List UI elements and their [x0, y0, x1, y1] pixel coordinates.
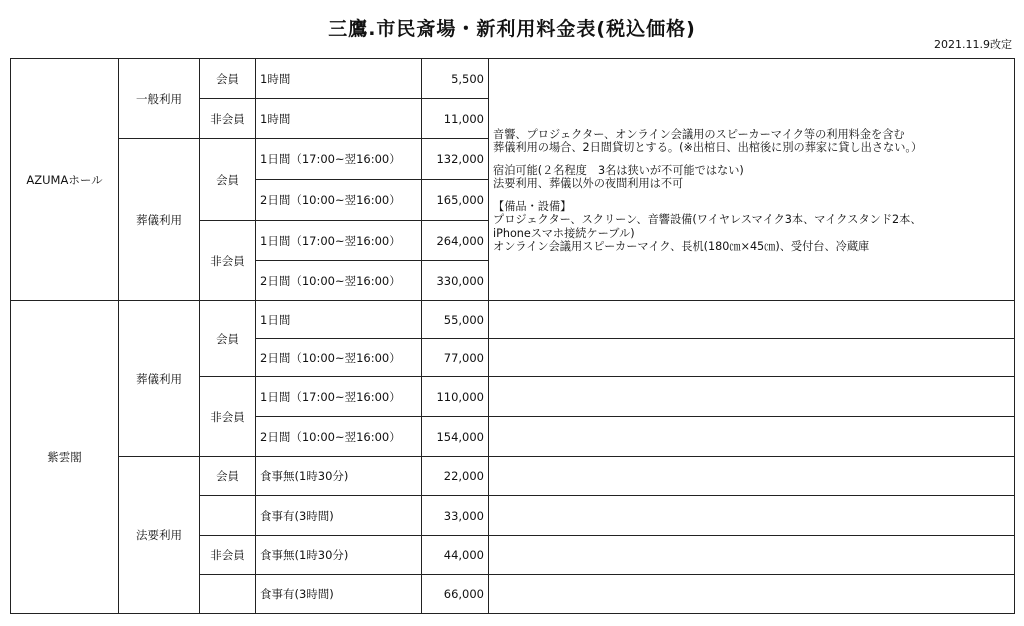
price-cell: 77,000 — [422, 339, 489, 377]
price-cell: 5,500 — [422, 59, 489, 99]
price-cell: 22,000 — [422, 457, 489, 496]
plan-cell: 食事無(1時30分) — [256, 536, 422, 575]
price-cell: 44,000 — [422, 536, 489, 575]
plan-cell: 1日間（17:00~翌16:00） — [256, 139, 422, 180]
member-cell: 非会員 — [200, 536, 256, 575]
price-cell: 66,000 — [422, 575, 489, 614]
plan-cell: 2日間（10:00~翌16:00） — [256, 339, 422, 377]
venue-cell-shiun: 紫雲閣 — [11, 301, 119, 614]
blank-cell — [489, 575, 1015, 614]
plan-cell: 2日間（10:00~翌16:00） — [256, 261, 422, 301]
price-cell: 110,000 — [422, 377, 489, 417]
azuma-notes — [489, 59, 1015, 301]
note-line: iPhoneスマホ接続ケーブル) — [493, 226, 635, 240]
blank-cell — [489, 496, 1015, 536]
blank-cell — [489, 417, 1015, 457]
usage-cell-funeral: 葬儀利用 — [119, 301, 200, 457]
table-row — [11, 457, 1015, 496]
plan-cell: 1日間（17:00~翌16:00） — [256, 221, 422, 261]
revision-date: 2021.11.9改定 — [934, 38, 1012, 51]
usage-cell-general: 一般利用 — [119, 59, 200, 139]
member-cell: 非会員 — [200, 221, 256, 301]
price-cell: 132,000 — [422, 139, 489, 180]
price-cell: 165,000 — [422, 180, 489, 221]
note-line: 葬儀利用の場合、2日間貸切とする。(※出棺日、出棺後に別の葬家に貸し出さない。） — [493, 141, 923, 154]
price-cell: 264,000 — [422, 221, 489, 261]
member-cell — [200, 496, 256, 536]
note-line: 音響、プロジェクター、オンライン会議用のスピーカーマイク等の利用料金を含む — [493, 127, 905, 141]
plan-cell: 食事有(3時間) — [256, 496, 422, 536]
usage-cell-funeral: 葬儀利用 — [119, 139, 200, 301]
member-cell: 非会員 — [200, 99, 256, 139]
member-cell: 会員 — [200, 59, 256, 99]
plan-cell: 1時間 — [256, 59, 422, 99]
price-cell: 55,000 — [422, 301, 489, 339]
table-row — [11, 59, 1015, 99]
note-line: オンライン会議用スピーカーマイク、長机(180㎝×45㎝)、受付台、冷蔵庫 — [493, 240, 870, 253]
blank-cell — [489, 377, 1015, 417]
page-title: 三鷹.市民斎場・新利用料金表(税込価格) — [328, 18, 696, 40]
plan-cell: 食事無(1時30分) — [256, 457, 422, 496]
plan-cell: 2日間（10:00~翌16:00） — [256, 417, 422, 457]
note-line: 宿泊可能(２名程度 3名は狭いが不可能ではない) — [493, 163, 744, 177]
note-line: プロジェクター、スクリーン、音響設備(ワイヤレスマイク3本、マイクスタンド2本、 — [493, 213, 922, 226]
note-line: 法要利用、葬儀以外の夜間利用は不可 — [493, 177, 684, 190]
venue-cell-azuma: AZUMAホール — [11, 59, 119, 301]
plan-cell: 1日間（17:00~翌16:00） — [256, 377, 422, 417]
price-cell: 11,000 — [422, 99, 489, 139]
blank-cell — [489, 457, 1015, 496]
price-cell: 330,000 — [422, 261, 489, 301]
blank-cell — [489, 536, 1015, 575]
plan-cell: 1時間 — [256, 99, 422, 139]
member-cell: 会員 — [200, 139, 256, 221]
member-cell: 非会員 — [200, 377, 256, 457]
price-cell: 154,000 — [422, 417, 489, 457]
member-cell: 会員 — [200, 457, 256, 496]
table-row — [11, 301, 1015, 339]
blank-cell — [489, 301, 1015, 339]
plan-cell: 2日間（10:00~翌16:00） — [256, 180, 422, 221]
member-cell: 会員 — [200, 301, 256, 377]
member-cell — [200, 575, 256, 614]
usage-cell-memorial: 法要利用 — [119, 457, 200, 614]
fee-table — [10, 58, 1015, 614]
plan-cell: 1日間 — [256, 301, 422, 339]
plan-cell: 食事有(3時間) — [256, 575, 422, 614]
blank-cell — [489, 339, 1015, 377]
price-cell: 33,000 — [422, 496, 489, 536]
note-line: 【備品・設備】 — [493, 199, 572, 213]
